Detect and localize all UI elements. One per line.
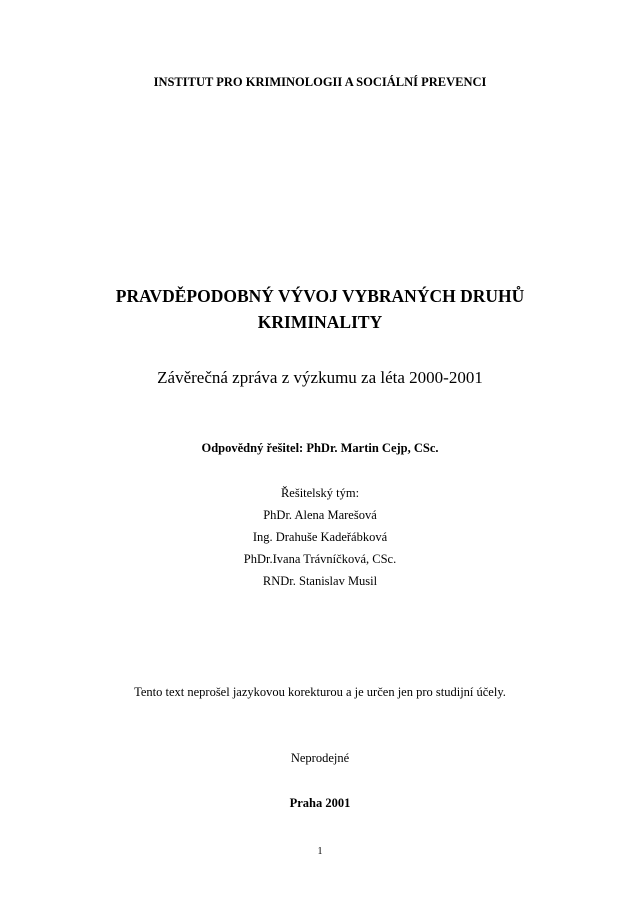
report-title-line-2: KRIMINALITY — [257, 312, 383, 332]
team-member: PhDr.Ivana Trávníčková, CSc. — [243, 552, 397, 566]
report-subtitle: Závěrečná zpráva z výzkumu za léta 2000-2001 — [157, 368, 483, 387]
team-member: Ing. Drahuše Kadeřábková — [252, 530, 388, 544]
page-number: 1 — [317, 846, 323, 857]
report-title-line-1: PRAVDĚPODOBNÝ VÝVOJ VYBRANÝCH DRUHŮ — [115, 286, 525, 306]
team-member: PhDr. Alena Marešová — [263, 508, 377, 522]
institute-name: INSTITUT PRO KRIMINOLOGII A SOCIÁLNÍ PREVENCI — [153, 75, 487, 89]
lead-researcher: Odpovědný řešitel: PhDr. Martin Cejp, CSc. — [201, 441, 439, 455]
team-member: RNDr. Stanislav Musil — [262, 574, 378, 588]
not-for-sale-label: Neprodejné — [290, 751, 350, 765]
place-and-year: Praha 2001 — [289, 796, 351, 810]
team-heading: Řešitelský tým: — [280, 486, 360, 500]
usage-notice: Tento text neprošel jazykovou korekturou a je určen jen pro studijní účely. — [134, 685, 506, 699]
